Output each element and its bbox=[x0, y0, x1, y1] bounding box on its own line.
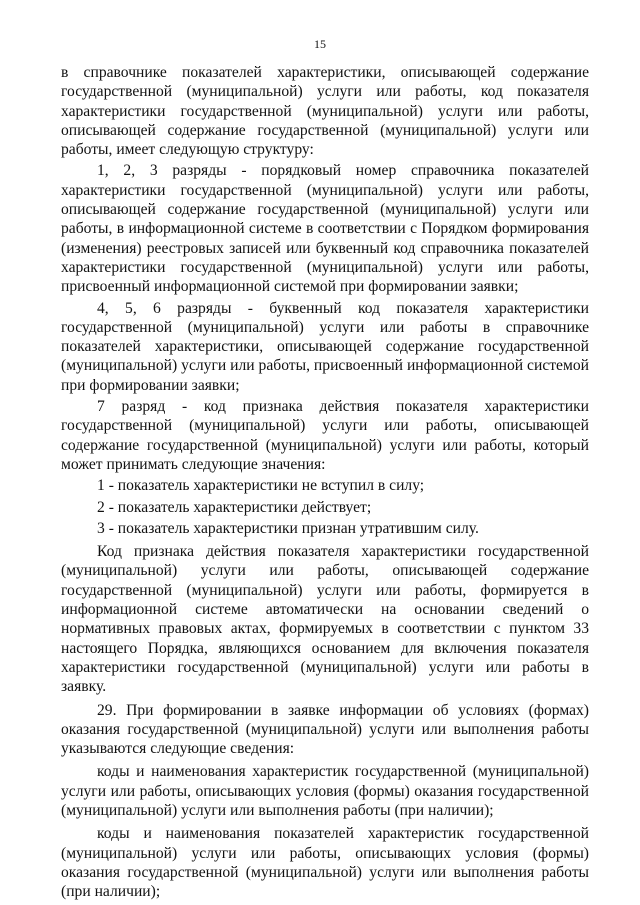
paragraph-indicator-codes: коды и наименования показателей характеристик государственной (муниципальной) услуги или работы, описывающих условия (формы) оказания государственной (муниципальной) услуги или выполнения работы (при наличии); bbox=[61, 825, 589, 901]
paragraph-digits-1-3: 1, 2, 3 разряды - порядковый номер справочника показателей характеристики государственной (муниципальной) услуги или работы, описывающей содержание государственной (муниципальной) услуги или работы, в информационной системе в соответствии с Порядком формирования (изменения) реестровых записей или буквенный код справочника показателей характеристики государственной (муниципальной) услуги или работы, присвоенный информационной системой при формировании заявки; bbox=[61, 162, 589, 296]
paragraph-characteristics-codes: коды и наименования характеристик государственной (муниципальной) услуги или работы, описывающих условия (формы) оказания государственной (муниципальной) услуги или выполнения работы (при наличии); bbox=[61, 763, 589, 819]
document-body bbox=[61, 63, 589, 903]
paragraph-digit-7: 7 разряд - код признака действия показателя характеристики государственной (муниципальной) услуги или работы, описывающей содержание государственной (муниципальной) услуги или работы, который может принимать следующие значения: bbox=[61, 398, 589, 473]
list-item-value-3: 3 - показатель характеристики признан утратившим силу. bbox=[97, 519, 479, 537]
list-item-value-2: 2 - показатель характеристики действует; bbox=[97, 498, 372, 516]
paragraph-code-structure-intro: в справочнике показателей характеристики, описывающей содержание государственной (муниципальной) услуги или работы, код показателя характеристики государственной (муниципальной) услуги или работы, описывающей содержание государственной (муниципальной) услуги или работы, имеет следующую структуру: bbox=[61, 64, 589, 159]
page-number: 15 bbox=[314, 37, 326, 51]
paragraph-status-code: Код признака действия показателя характеристики государственной (муниципальной) услуги или работы, описывающей содержание государственной (муниципальной) услуги или работы, формируется в информационной системе автоматически на основании сведений о нормативных правовых актах, формируемых в соответствии с пунктом 33 настоящего Порядка, являющихся основанием для включения показателя характеристики государственной (муниципальной) услуги или работы в заявку. bbox=[61, 543, 589, 696]
paragraph-clause-29: 29. При формировании в заявке информации об условиях (формах) оказания государственной (муниципальной) услуги или выполнения работы указываются следующие сведения: bbox=[61, 701, 589, 758]
list-item-value-1: 1 - показатель характеристики не вступил в силу; bbox=[97, 477, 425, 495]
paragraph-digits-4-6: 4, 5, 6 разряды - буквенный код показателя характеристики государственной (муниципальной) услуги или работы в справочнике показателей характеристики, описывающей содержание государственной (муниципальной) услуги или работы, присвоенный информационной системой при формировании заявки; bbox=[61, 299, 589, 394]
